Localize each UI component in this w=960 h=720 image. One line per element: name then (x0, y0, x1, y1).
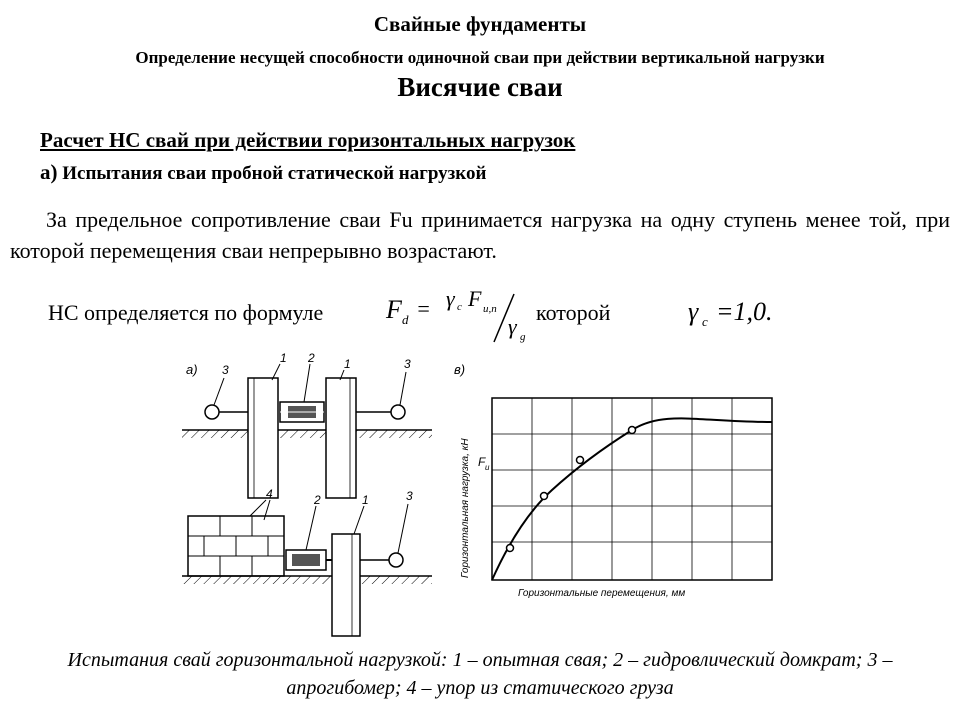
graph-fu-label: F (478, 455, 486, 469)
graph-frame (492, 398, 772, 580)
graph-y-axis-label: Горизонтальная нагрузка, кН (460, 438, 471, 578)
definition-paragraph: За предельное сопротивление сваи Fu принимается нагрузка на одну ступень менее той, при которой перемещения сваи непрерывно возрастают. (10, 207, 950, 263)
curve-point (629, 427, 636, 434)
formula-num-gamma: γ (446, 286, 455, 311)
curve-point (541, 493, 548, 500)
callout-a-2: 2 (308, 351, 315, 365)
test-pile-right (326, 378, 356, 498)
test-pile-b (332, 534, 360, 636)
formula-eq: = (416, 296, 431, 321)
graph-fu-sub: u (485, 463, 490, 472)
jack-body-b (292, 554, 320, 566)
figure-caption: Испытания свай горизонтальной нагрузкой: 1 – опытная свая; 2 – гидровлический домкрат; 3 – апрогибомер; 4 – упор из статического груза (67, 649, 893, 699)
formula-den-gamma-sub: g (520, 331, 526, 343)
pile-test-figure (180, 350, 780, 640)
gamma-c-symbol: γ (688, 297, 699, 326)
callout-a-1-right: 1 (344, 357, 351, 371)
formula-num-f: F (468, 286, 482, 311)
ground-hatch-a (182, 430, 432, 438)
formula-lead-text: НС определяется по формуле (48, 300, 324, 325)
page-title: Свайные фундаменты (373, 12, 587, 36)
formula-tail-text: которой (536, 300, 611, 325)
subsection-text: Испытания сваи пробной статической нагрузкой (57, 163, 487, 184)
callout-b-3: 3 (406, 489, 413, 503)
deflectometer-b-icon (389, 553, 403, 567)
ground-hatch-b (182, 576, 432, 584)
formula-num-gamma-sub: c (457, 301, 462, 313)
panel-b-label: в) (454, 362, 466, 377)
formula-num-f-sub: u,n (483, 303, 497, 315)
graph-grid (492, 398, 772, 580)
subsection-title (40, 160, 486, 185)
gamma-c-number: =1,0. (716, 297, 773, 326)
callout-b-4: 4 (266, 487, 273, 501)
gamma-c-sub: c (702, 314, 708, 329)
bearing-capacity-formula (384, 286, 554, 344)
callout-b-1: 1 (362, 493, 369, 507)
page-subtitle: Определение несущей способности одиночной сваи при действии вертикальной нагрузки (135, 48, 825, 67)
deflectometer-right-icon (391, 405, 405, 419)
deflectometer-left-icon (205, 405, 219, 419)
formula-den-gamma: γ (508, 314, 517, 339)
callout-a-3-left: 3 (222, 363, 229, 377)
section-title: Расчет НС свай при действии горизонтальных нагрузок (40, 128, 576, 152)
callout-a-3-right: 3 (404, 357, 411, 371)
curve-point (577, 457, 584, 464)
formula-lhs: F (386, 295, 402, 324)
panel-a-label: а) (186, 362, 198, 377)
gamma-c-value (686, 292, 796, 332)
graph-x-axis-label: Горизонтальные перемещения, мм (518, 588, 686, 599)
callout-a-1-left: 1 (280, 351, 287, 365)
test-pile-left (248, 378, 278, 498)
callout-b-2: 2 (314, 493, 321, 507)
curve-point (507, 545, 514, 552)
formula-lhs-sub: d (402, 312, 409, 327)
topic-heading: Висячие сваи (397, 72, 563, 102)
subsection-prefix: а) (40, 160, 58, 184)
